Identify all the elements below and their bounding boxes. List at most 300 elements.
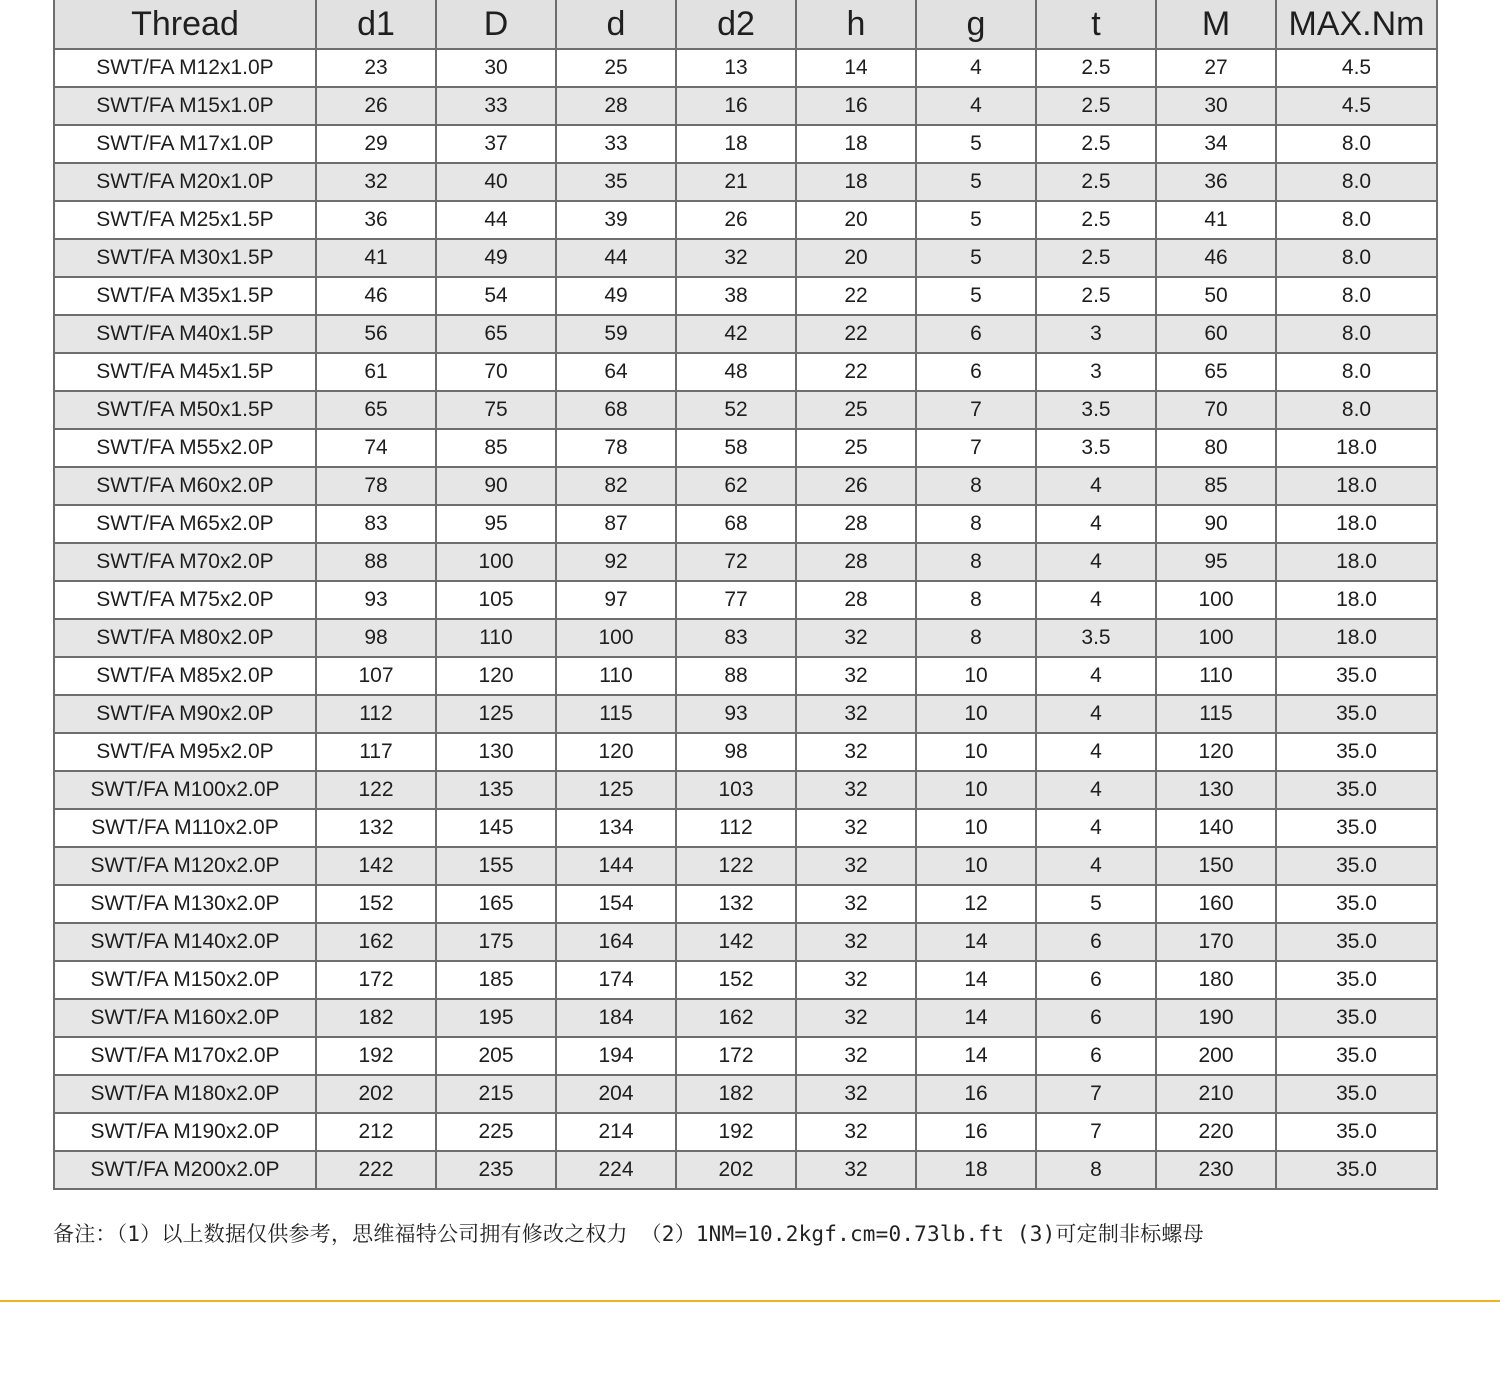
value-cell: 190: [1156, 999, 1276, 1037]
table-row: [54, 695, 1437, 733]
value-cell: 142: [676, 923, 796, 961]
value-cell: 32: [796, 999, 916, 1037]
thread-cell: SWT/FA M190x2.0P: [54, 1113, 316, 1151]
value-cell: 92: [556, 543, 676, 581]
value-cell: 164: [556, 923, 676, 961]
value-cell: 145: [436, 809, 556, 847]
thread-cell: SWT/FA M80x2.0P: [54, 619, 316, 657]
value-cell: 8.0: [1276, 239, 1437, 277]
value-cell: 68: [676, 505, 796, 543]
value-cell: 18: [796, 125, 916, 163]
value-cell: 35.0: [1276, 1037, 1437, 1075]
value-cell: 18.0: [1276, 505, 1437, 543]
value-cell: 2.5: [1036, 125, 1156, 163]
value-cell: 5: [1036, 885, 1156, 923]
value-cell: 4: [1036, 771, 1156, 809]
value-cell: 59: [556, 315, 676, 353]
value-cell: 35.0: [1276, 1075, 1437, 1113]
value-cell: 4.5: [1276, 49, 1437, 87]
value-cell: 93: [676, 695, 796, 733]
thread-cell: SWT/FA M35x1.5P: [54, 277, 316, 315]
value-cell: 4: [1036, 847, 1156, 885]
value-cell: 132: [316, 809, 436, 847]
column-header: MAX.Nm: [1276, 0, 1437, 49]
value-cell: 32: [796, 885, 916, 923]
value-cell: 33: [556, 125, 676, 163]
value-cell: 160: [1156, 885, 1276, 923]
value-cell: 23: [316, 49, 436, 87]
value-cell: 130: [436, 733, 556, 771]
value-cell: 49: [556, 277, 676, 315]
value-cell: 77: [676, 581, 796, 619]
value-cell: 6: [916, 315, 1036, 353]
value-cell: 30: [1156, 87, 1276, 125]
table-row: [54, 391, 1437, 429]
value-cell: 61: [316, 353, 436, 391]
spec-table: [53, 0, 1438, 1190]
value-cell: 46: [1156, 239, 1276, 277]
value-cell: 162: [316, 923, 436, 961]
value-cell: 26: [316, 87, 436, 125]
value-cell: 3: [1036, 353, 1156, 391]
table-row: [54, 353, 1437, 391]
value-cell: 5: [916, 239, 1036, 277]
value-cell: 40: [436, 163, 556, 201]
value-cell: 175: [436, 923, 556, 961]
value-cell: 107: [316, 657, 436, 695]
value-cell: 88: [316, 543, 436, 581]
thread-cell: SWT/FA M90x2.0P: [54, 695, 316, 733]
value-cell: 97: [556, 581, 676, 619]
value-cell: 93: [316, 581, 436, 619]
value-cell: 35.0: [1276, 695, 1437, 733]
value-cell: 29: [316, 125, 436, 163]
value-cell: 2.5: [1036, 201, 1156, 239]
value-cell: 74: [316, 429, 436, 467]
value-cell: 65: [436, 315, 556, 353]
value-cell: 48: [676, 353, 796, 391]
thread-cell: SWT/FA M70x2.0P: [54, 543, 316, 581]
value-cell: 174: [556, 961, 676, 999]
thread-cell: SWT/FA M95x2.0P: [54, 733, 316, 771]
value-cell: 8.0: [1276, 391, 1437, 429]
value-cell: 4.5: [1276, 87, 1437, 125]
value-cell: 8.0: [1276, 163, 1437, 201]
value-cell: 22: [796, 277, 916, 315]
value-cell: 83: [676, 619, 796, 657]
value-cell: 64: [556, 353, 676, 391]
value-cell: 5: [916, 125, 1036, 163]
table-row: [54, 467, 1437, 505]
table-row: [54, 847, 1437, 885]
value-cell: 35.0: [1276, 771, 1437, 809]
value-cell: 25: [556, 49, 676, 87]
thread-cell: SWT/FA M12x1.0P: [54, 49, 316, 87]
value-cell: 98: [316, 619, 436, 657]
value-cell: 192: [676, 1113, 796, 1151]
value-cell: 56: [316, 315, 436, 353]
value-cell: 172: [316, 961, 436, 999]
value-cell: 10: [916, 657, 1036, 695]
value-cell: 32: [796, 695, 916, 733]
value-cell: 14: [916, 999, 1036, 1037]
value-cell: 202: [316, 1075, 436, 1113]
value-cell: 54: [436, 277, 556, 315]
value-cell: 70: [1156, 391, 1276, 429]
value-cell: 32: [796, 809, 916, 847]
value-cell: 88: [676, 657, 796, 695]
value-cell: 50: [1156, 277, 1276, 315]
divider-line: [0, 1300, 1500, 1302]
table-row: [54, 733, 1437, 771]
value-cell: 22: [796, 315, 916, 353]
value-cell: 87: [556, 505, 676, 543]
value-cell: 85: [1156, 467, 1276, 505]
value-cell: 60: [1156, 315, 1276, 353]
value-cell: 5: [916, 201, 1036, 239]
value-cell: 62: [676, 467, 796, 505]
value-cell: 75: [436, 391, 556, 429]
thread-cell: SWT/FA M45x1.5P: [54, 353, 316, 391]
table-row: [54, 543, 1437, 581]
value-cell: 16: [916, 1113, 1036, 1151]
value-cell: 18: [916, 1151, 1036, 1189]
value-cell: 7: [916, 391, 1036, 429]
thread-cell: SWT/FA M65x2.0P: [54, 505, 316, 543]
value-cell: 2.5: [1036, 239, 1156, 277]
value-cell: 28: [796, 543, 916, 581]
value-cell: 90: [1156, 505, 1276, 543]
value-cell: 42: [676, 315, 796, 353]
table-row: [54, 999, 1437, 1037]
value-cell: 112: [316, 695, 436, 733]
value-cell: 25: [796, 429, 916, 467]
value-cell: 120: [1156, 733, 1276, 771]
value-cell: 100: [436, 543, 556, 581]
value-cell: 2.5: [1036, 277, 1156, 315]
value-cell: 4: [916, 87, 1036, 125]
value-cell: 192: [316, 1037, 436, 1075]
value-cell: 16: [796, 87, 916, 125]
thread-cell: SWT/FA M150x2.0P: [54, 961, 316, 999]
value-cell: 222: [316, 1151, 436, 1189]
value-cell: 52: [676, 391, 796, 429]
value-cell: 8.0: [1276, 277, 1437, 315]
value-cell: 125: [556, 771, 676, 809]
value-cell: 152: [316, 885, 436, 923]
value-cell: 100: [1156, 581, 1276, 619]
value-cell: 4: [1036, 695, 1156, 733]
value-cell: 35: [556, 163, 676, 201]
thread-cell: SWT/FA M100x2.0P: [54, 771, 316, 809]
value-cell: 182: [316, 999, 436, 1037]
value-cell: 150: [1156, 847, 1276, 885]
value-cell: 14: [916, 961, 1036, 999]
value-cell: 8.0: [1276, 125, 1437, 163]
value-cell: 8: [1036, 1151, 1156, 1189]
value-cell: 4: [1036, 581, 1156, 619]
value-cell: 4: [1036, 809, 1156, 847]
value-cell: 83: [316, 505, 436, 543]
value-cell: 6: [1036, 961, 1156, 999]
value-cell: 3.5: [1036, 619, 1156, 657]
value-cell: 110: [436, 619, 556, 657]
value-cell: 210: [1156, 1075, 1276, 1113]
value-cell: 100: [556, 619, 676, 657]
value-cell: 8: [916, 505, 1036, 543]
value-cell: 32: [676, 239, 796, 277]
thread-cell: SWT/FA M60x2.0P: [54, 467, 316, 505]
value-cell: 110: [556, 657, 676, 695]
value-cell: 130: [1156, 771, 1276, 809]
value-cell: 4: [1036, 467, 1156, 505]
value-cell: 134: [556, 809, 676, 847]
thread-cell: SWT/FA M75x2.0P: [54, 581, 316, 619]
value-cell: 68: [556, 391, 676, 429]
column-header: g: [916, 0, 1036, 49]
value-cell: 2.5: [1036, 87, 1156, 125]
value-cell: 32: [316, 163, 436, 201]
thread-cell: SWT/FA M17x1.0P: [54, 125, 316, 163]
value-cell: 115: [556, 695, 676, 733]
table-row: [54, 239, 1437, 277]
value-cell: 32: [796, 657, 916, 695]
value-cell: 220: [1156, 1113, 1276, 1151]
value-cell: 117: [316, 733, 436, 771]
value-cell: 215: [436, 1075, 556, 1113]
thread-cell: SWT/FA M20x1.0P: [54, 163, 316, 201]
table-row: [54, 125, 1437, 163]
value-cell: 20: [796, 201, 916, 239]
value-cell: 28: [796, 581, 916, 619]
value-cell: 18.0: [1276, 467, 1437, 505]
value-cell: 22: [796, 353, 916, 391]
value-cell: 200: [1156, 1037, 1276, 1075]
value-cell: 18.0: [1276, 543, 1437, 581]
value-cell: 90: [436, 467, 556, 505]
value-cell: 7: [916, 429, 1036, 467]
value-cell: 103: [676, 771, 796, 809]
value-cell: 3: [1036, 315, 1156, 353]
value-cell: 194: [556, 1037, 676, 1075]
value-cell: 4: [1036, 657, 1156, 695]
value-cell: 32: [796, 923, 916, 961]
value-cell: 35.0: [1276, 733, 1437, 771]
table-row: [54, 277, 1437, 315]
value-cell: 18.0: [1276, 619, 1437, 657]
value-cell: 13: [676, 49, 796, 87]
thread-cell: SWT/FA M180x2.0P: [54, 1075, 316, 1113]
value-cell: 12: [916, 885, 1036, 923]
value-cell: 165: [436, 885, 556, 923]
value-cell: 65: [316, 391, 436, 429]
value-cell: 172: [676, 1037, 796, 1075]
thread-cell: SWT/FA M110x2.0P: [54, 809, 316, 847]
value-cell: 202: [676, 1151, 796, 1189]
thread-cell: SWT/FA M200x2.0P: [54, 1151, 316, 1189]
thread-cell: SWT/FA M120x2.0P: [54, 847, 316, 885]
column-header: d1: [316, 0, 436, 49]
value-cell: 8: [916, 581, 1036, 619]
value-cell: 46: [316, 277, 436, 315]
value-cell: 4: [1036, 505, 1156, 543]
value-cell: 28: [556, 87, 676, 125]
table-header: [54, 0, 1437, 49]
value-cell: 95: [1156, 543, 1276, 581]
table-row: [54, 1113, 1437, 1151]
value-cell: 2.5: [1036, 49, 1156, 87]
value-cell: 18: [676, 125, 796, 163]
table-row: [54, 1151, 1437, 1189]
value-cell: 18.0: [1276, 581, 1437, 619]
value-cell: 26: [796, 467, 916, 505]
value-cell: 85: [436, 429, 556, 467]
thread-cell: SWT/FA M50x1.5P: [54, 391, 316, 429]
value-cell: 230: [1156, 1151, 1276, 1189]
value-cell: 44: [556, 239, 676, 277]
value-cell: 144: [556, 847, 676, 885]
table-row: [54, 923, 1437, 961]
value-cell: 25: [796, 391, 916, 429]
value-cell: 224: [556, 1151, 676, 1189]
value-cell: 82: [556, 467, 676, 505]
value-cell: 41: [1156, 201, 1276, 239]
table-row: [54, 809, 1437, 847]
value-cell: 10: [916, 809, 1036, 847]
value-cell: 20: [796, 239, 916, 277]
value-cell: 32: [796, 1151, 916, 1189]
table-row: [54, 201, 1437, 239]
value-cell: 8.0: [1276, 315, 1437, 353]
value-cell: 115: [1156, 695, 1276, 733]
value-cell: 8: [916, 619, 1036, 657]
value-cell: 4: [916, 49, 1036, 87]
value-cell: 26: [676, 201, 796, 239]
table-row: [54, 581, 1437, 619]
value-cell: 38: [676, 277, 796, 315]
value-cell: 18.0: [1276, 429, 1437, 467]
column-header: M: [1156, 0, 1276, 49]
value-cell: 8.0: [1276, 201, 1437, 239]
value-cell: 6: [1036, 999, 1156, 1037]
table-row: [54, 961, 1437, 999]
value-cell: 39: [556, 201, 676, 239]
value-cell: 195: [436, 999, 556, 1037]
table-row: [54, 87, 1437, 125]
value-cell: 8.0: [1276, 353, 1437, 391]
value-cell: 152: [676, 961, 796, 999]
value-cell: 32: [796, 1075, 916, 1113]
value-cell: 155: [436, 847, 556, 885]
value-cell: 180: [1156, 961, 1276, 999]
value-cell: 154: [556, 885, 676, 923]
thread-cell: SWT/FA M30x1.5P: [54, 239, 316, 277]
value-cell: 214: [556, 1113, 676, 1151]
value-cell: 32: [796, 771, 916, 809]
value-cell: 36: [1156, 163, 1276, 201]
value-cell: 142: [316, 847, 436, 885]
value-cell: 44: [436, 201, 556, 239]
column-header: d2: [676, 0, 796, 49]
value-cell: 135: [436, 771, 556, 809]
value-cell: 132: [676, 885, 796, 923]
column-header: h: [796, 0, 916, 49]
value-cell: 105: [436, 581, 556, 619]
value-cell: 4: [1036, 543, 1156, 581]
value-cell: 78: [316, 467, 436, 505]
value-cell: 6: [916, 353, 1036, 391]
value-cell: 33: [436, 87, 556, 125]
value-cell: 32: [796, 847, 916, 885]
value-cell: 32: [796, 1113, 916, 1151]
value-cell: 35.0: [1276, 657, 1437, 695]
value-cell: 34: [1156, 125, 1276, 163]
value-cell: 170: [1156, 923, 1276, 961]
thread-cell: SWT/FA M55x2.0P: [54, 429, 316, 467]
value-cell: 7: [1036, 1113, 1156, 1151]
value-cell: 5: [916, 163, 1036, 201]
value-cell: 28: [796, 505, 916, 543]
value-cell: 35.0: [1276, 1151, 1437, 1189]
value-cell: 6: [1036, 1037, 1156, 1075]
value-cell: 14: [796, 49, 916, 87]
value-cell: 70: [436, 353, 556, 391]
value-cell: 35.0: [1276, 1113, 1437, 1151]
table-row: [54, 885, 1437, 923]
value-cell: 225: [436, 1113, 556, 1151]
value-cell: 10: [916, 847, 1036, 885]
column-header: t: [1036, 0, 1156, 49]
value-cell: 35.0: [1276, 961, 1437, 999]
value-cell: 125: [436, 695, 556, 733]
value-cell: 58: [676, 429, 796, 467]
value-cell: 3.5: [1036, 429, 1156, 467]
value-cell: 182: [676, 1075, 796, 1113]
thread-cell: SWT/FA M170x2.0P: [54, 1037, 316, 1075]
value-cell: 6: [1036, 923, 1156, 961]
value-cell: 37: [436, 125, 556, 163]
value-cell: 162: [676, 999, 796, 1037]
table-row: [54, 1075, 1437, 1113]
thread-cell: SWT/FA M160x2.0P: [54, 999, 316, 1037]
value-cell: 8: [916, 467, 1036, 505]
footnote: 备注：（1）以上数据仅供参考，思维福特公司拥有修改之权力 （2）1NM=10.2kgf.cm=0.73lb.ft (3)可定制非标螺母: [53, 1222, 1204, 1246]
value-cell: 185: [436, 961, 556, 999]
value-cell: 95: [436, 505, 556, 543]
value-cell: 2.5: [1036, 163, 1156, 201]
value-cell: 27: [1156, 49, 1276, 87]
value-cell: 140: [1156, 809, 1276, 847]
value-cell: 212: [316, 1113, 436, 1151]
value-cell: 14: [916, 1037, 1036, 1075]
value-cell: 110: [1156, 657, 1276, 695]
table-row: [54, 771, 1437, 809]
thread-cell: SWT/FA M140x2.0P: [54, 923, 316, 961]
thread-cell: SWT/FA M15x1.0P: [54, 87, 316, 125]
thread-cell: SWT/FA M130x2.0P: [54, 885, 316, 923]
column-header: d: [556, 0, 676, 49]
value-cell: 205: [436, 1037, 556, 1075]
table-row: [54, 429, 1437, 467]
value-cell: 21: [676, 163, 796, 201]
value-cell: 14: [916, 923, 1036, 961]
table-row: [54, 315, 1437, 353]
value-cell: 8: [916, 543, 1036, 581]
value-cell: 4: [1036, 733, 1156, 771]
value-cell: 35.0: [1276, 809, 1437, 847]
value-cell: 32: [796, 733, 916, 771]
value-cell: 16: [916, 1075, 1036, 1113]
